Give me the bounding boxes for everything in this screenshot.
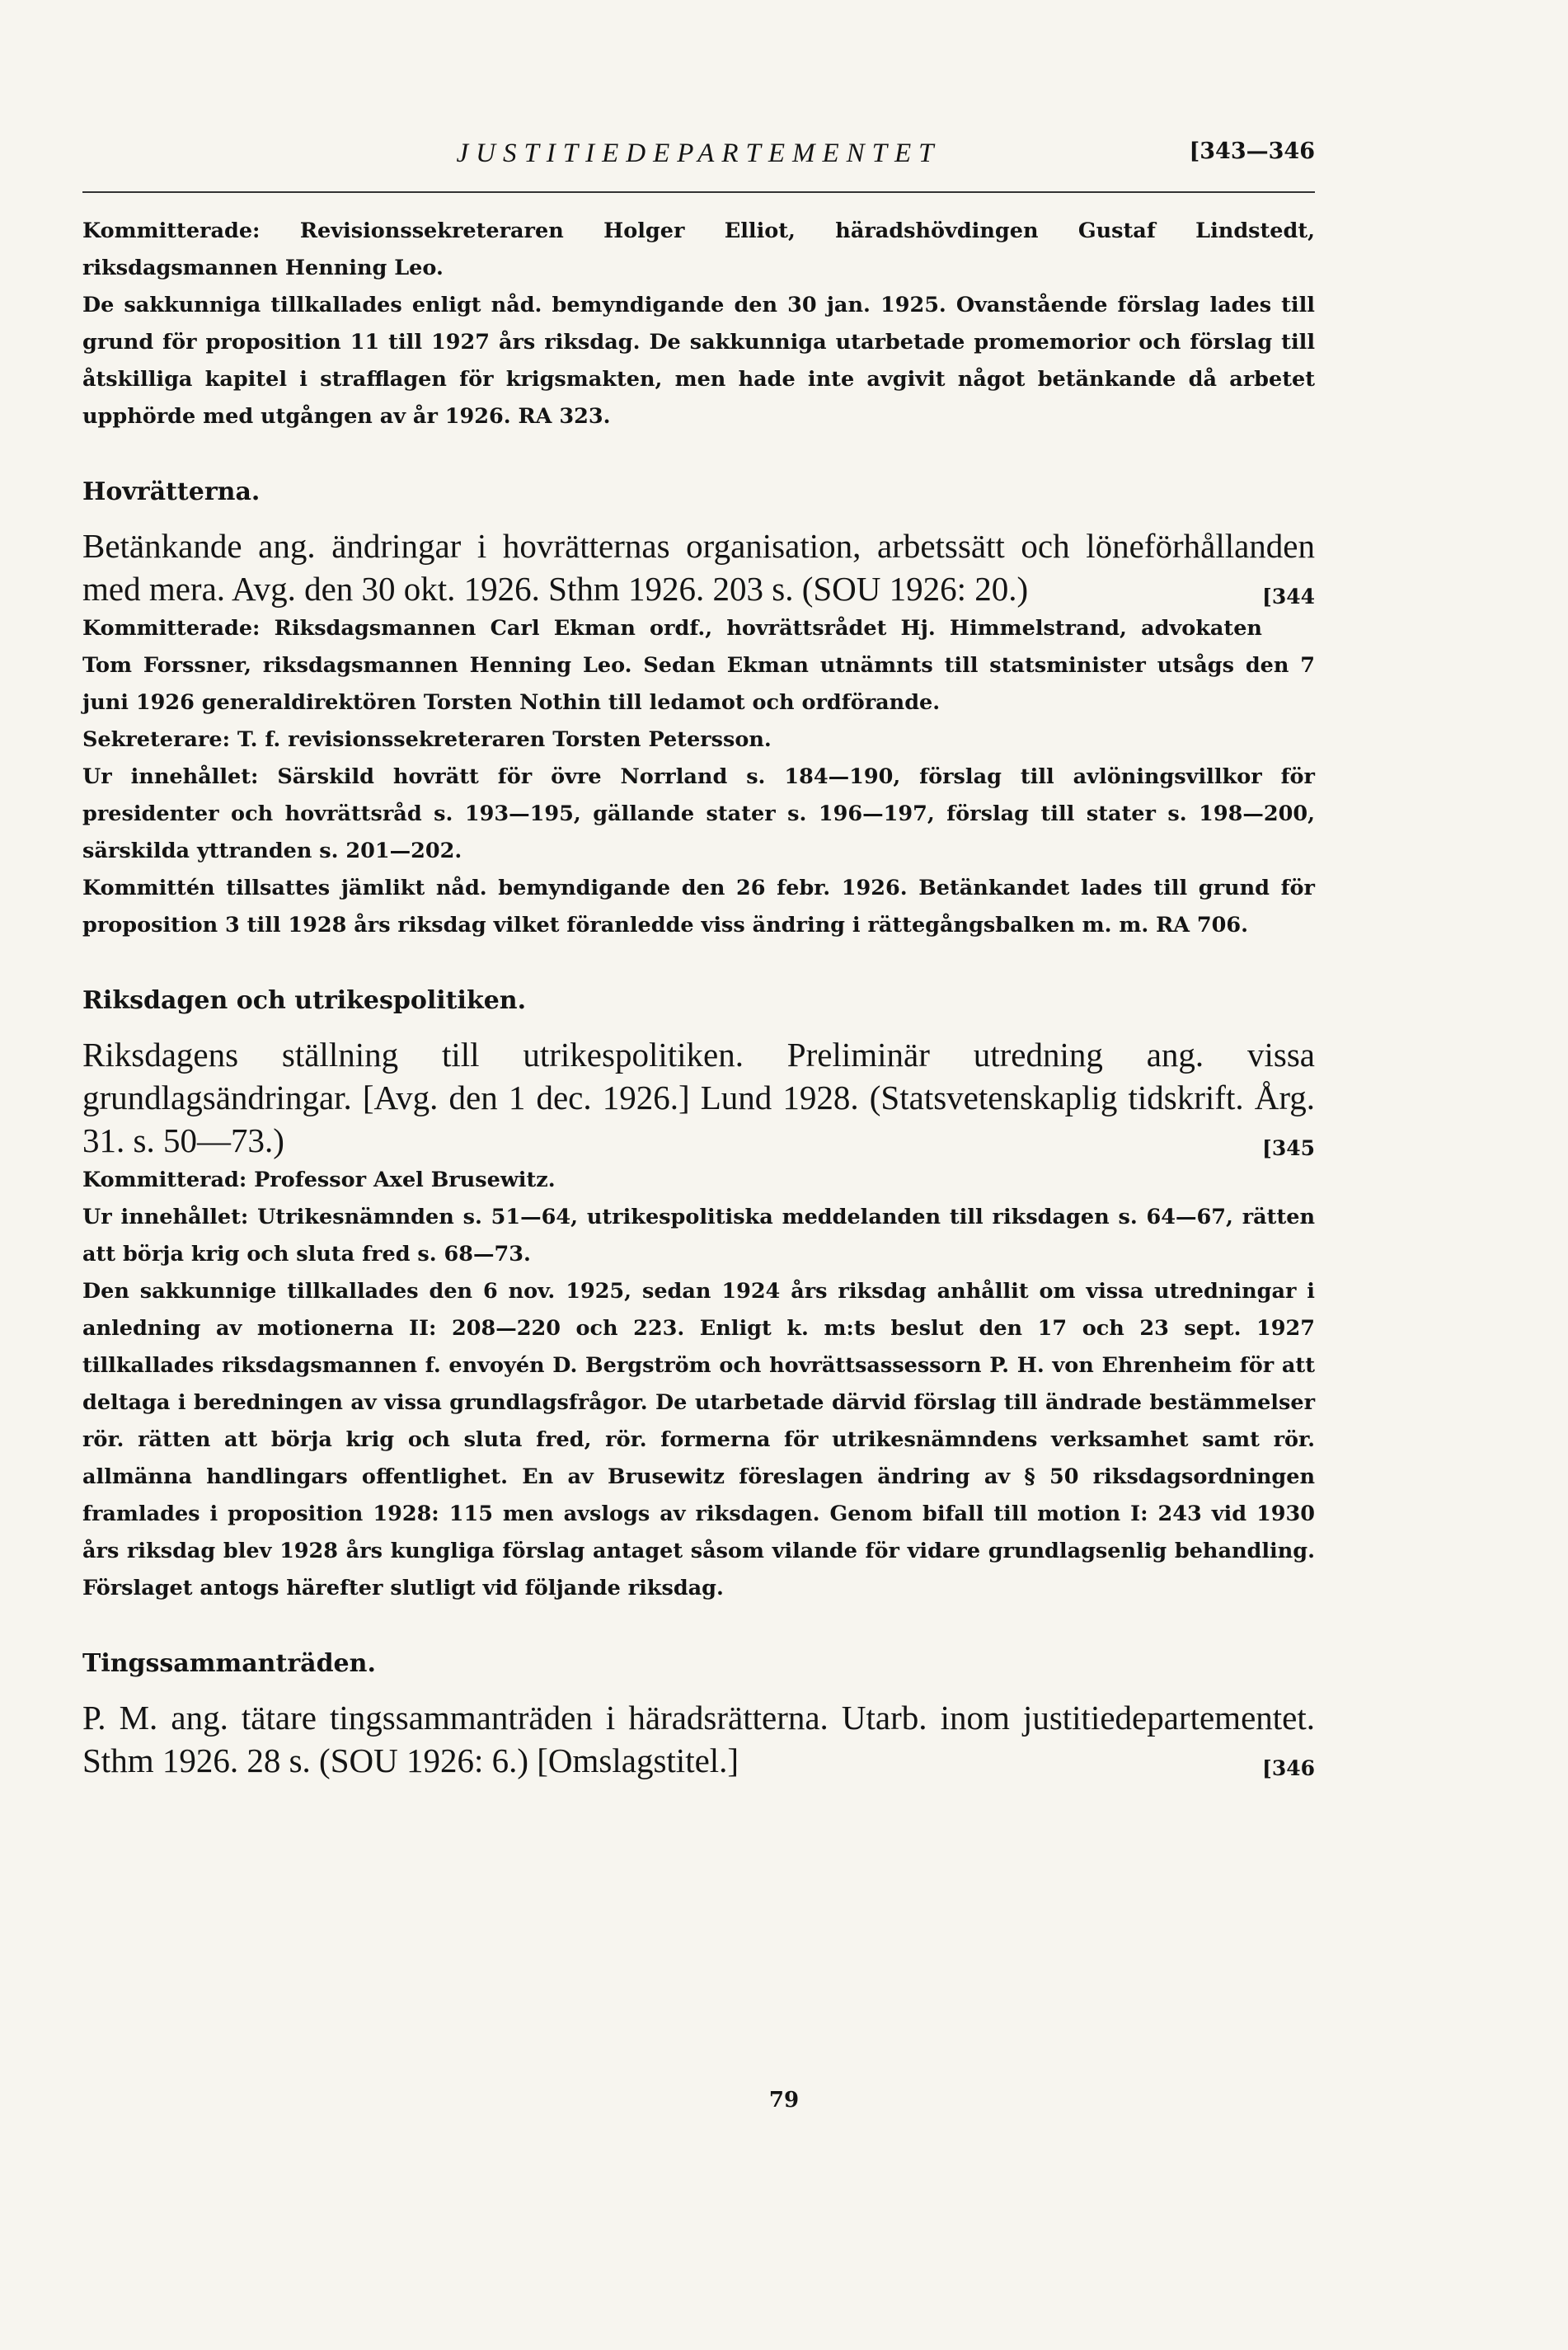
entry-344-contents: Ur innehållet: Särskild hovrätt för övre Norrland s. 184—190, förslag till avlöningsvillkor för presidenter och hovrättsråd s. 193—195, gällande stater s. 196—197, förslag till stater s. 198—200, särskilda yttranden s. 201—202. <box>82 764 1315 863</box>
section-heading-tingssammantraden: Tingssammanträden. <box>82 1649 376 1678</box>
running-head-range: [343—346 <box>1189 139 1315 164</box>
entry-345-committee: Kommitterad: Professor Axel Brusewitz. <box>82 1168 556 1192</box>
entry-number-345: [345 <box>1261 1136 1315 1160</box>
entry-344-secretary: Sekreterare: T. f. revisionssekreteraren Torsten Petersson. <box>82 727 772 752</box>
running-head-title: JUSTITIEDEPARTEMENTET <box>456 139 941 168</box>
entry-344-committee: Kommitterade: Riksdagsmannen Carl Ekman ordf., hovrättsrådet Hj. Himmelstrand, advokaten Tom Forssner, riksdagsmannen Henning Leo. Sedan Ekman utnämnts till statsminister utsågs den 7 juni 1926 generaldirektören Torsten Nothin till ledamot och ordförande. <box>82 616 1315 715</box>
page-number: 79 <box>768 2088 800 2113</box>
entry-345-note: Den sakkunnige tillkallades den 6 nov. 1925, sedan 1924 års riksdag anhållit om vissa utredningar i anledning av motionerna II: 208—220 och 223. Enligt k. m:ts beslut den 17 och 23 sept. 1927 tillkallades riksdagsmannen f. envoyén D. Bergström och hovrättsassessorn P. H. von Ehrenheim för att deltaga i beredningen av vissa grundlagsfrågor. De utarbetade därvid förslag till ändrade bestämmelser rör. rätten att börja krig och sluta fred, rör. formerna för utrikesnämndens verksamhet samt rör. allmänna handlingars offentlighet. En av Brusewitz föreslagen ändring av § 50 riksdagsordningen framlades i proposition 1928: 115 men avslogs av riksdagen. Genom bifall till motion I: 243 vid 1930 års riksdag blev 1928 års kungliga förslag antaget såsom vilande för vidare grundlagsenlig behandling. Förslaget antogs härefter slutligt vid följande riksdag. <box>82 1279 1315 1600</box>
entry-number-344: [344 <box>1261 585 1315 609</box>
entry-346-text: P. M. ang. tätare tingssammanträden i häradsrätterna. Utarb. inom justitiedepartementet. Sthm 1926. 28 s. (SOU 1926: 6.) [Omslagstitel.] <box>82 1699 1315 1779</box>
entry-345-text: Riksdagens ställning till utrikespolitiken. Preliminär utredning ang. vissa grundlagsändringar. [Avg. den 1 dec. 1926.] Lund 1928. (Statsvetenskaplig tidskrift. Årg. 31. s. 50—73.) <box>82 1036 1315 1159</box>
entry-344 <box>82 524 1315 610</box>
entry-344-text: Betänkande ang. ändringar i hovrätternas organisation, arbetssätt och löneförhållanden med mera. Avg. den 30 okt. 1926. Sthm 1926. 203 s. (SOU 1926: 20.) <box>82 527 1315 608</box>
entry-346 <box>82 1696 1315 1782</box>
entry-number-346: [346 <box>1261 1756 1315 1780</box>
header-rule <box>82 191 1315 193</box>
section-heading-riksdagen: Riksdagen och utrikespolitiken. <box>82 986 527 1015</box>
intro-note: De sakkunniga tillkallades enligt nåd. bemyndigande den 30 jan. 1925. Ovanstående förslag lades till grund för proposition 11 till 1927 års riksdag. De sakkunniga utarbetade promemorior och förslag till åtskilliga kapitel i strafflagen för krigsmakten, men hade inte avgivit något betänkande då arbetet upphörde med utgången av år 1926. RA 323. <box>82 293 1315 429</box>
running-head <box>82 139 1315 180</box>
entry-345 <box>82 1033 1315 1162</box>
entry-345-contents: Ur innehållet: Utrikesnämnden s. 51—64, utrikespolitiska meddelanden till riksdagen s. 64—67, rätten att börja krig och sluta fred s. 68—73. <box>82 1205 1315 1267</box>
page-body <box>82 213 1315 1790</box>
entry-344-note: Kommittén tillsattes jämlikt nåd. bemyndigande den 26 febr. 1926. Betänkandet lades till grund för proposition 3 till 1928 års riksdag vilket föranledde viss ändring i rättegångsbalken m. m. RA 706. <box>82 876 1315 938</box>
section-heading-hovratterna: Hovrätterna. <box>82 477 261 506</box>
intro-committee: Kommitterade: Revisionssekreteraren Holger Elliot, häradshövdingen Gustaf Lindstedt, riksdagsmannen Henning Leo. <box>82 219 1315 280</box>
